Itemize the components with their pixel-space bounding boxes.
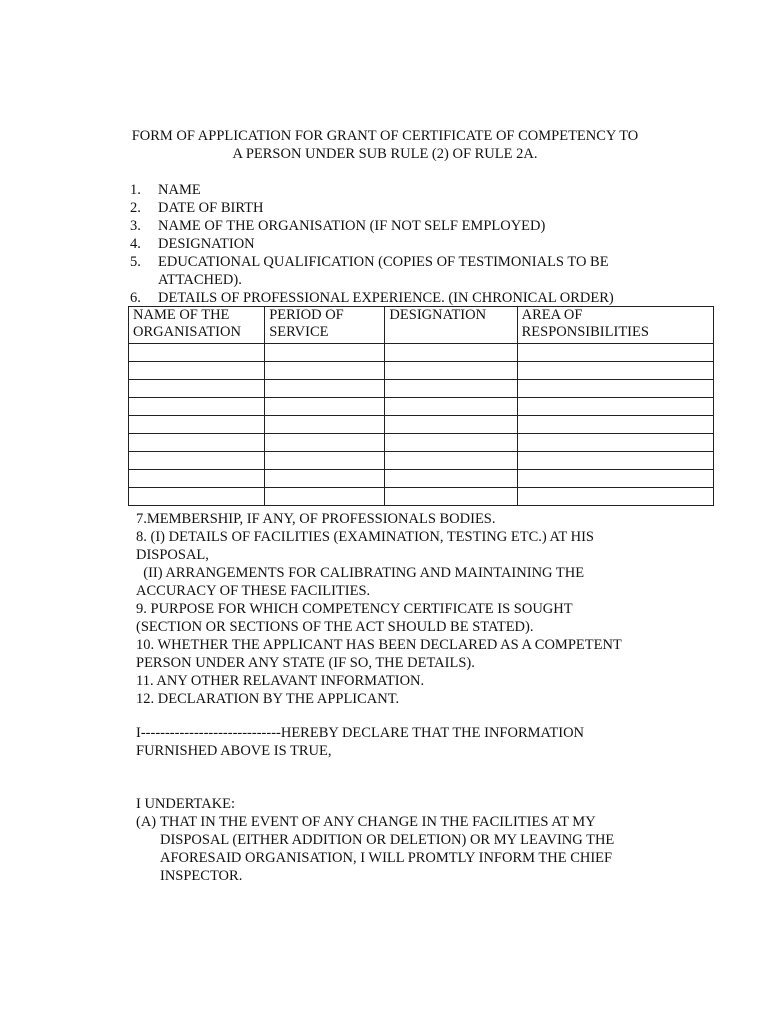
table-row	[129, 344, 714, 362]
table-row	[129, 416, 714, 434]
list-item	[130, 217, 690, 235]
table-cell[interactable]	[129, 434, 265, 452]
table-cell[interactable]	[385, 434, 517, 452]
undertaking-section	[136, 795, 736, 885]
table-row	[129, 470, 714, 488]
table-cell[interactable]	[129, 380, 265, 398]
table-cell[interactable]	[517, 470, 713, 488]
list-item	[130, 199, 690, 217]
form-line: 8. (I) DETAILS OF FACILITIES (EXAMINATION, TESTING ETC.) AT HIS	[136, 529, 594, 545]
declaration-line-2: FURNISHED ABOVE IS TRUE,	[136, 743, 332, 759]
table-cell[interactable]	[265, 470, 385, 488]
declaration-line-1: I-----------------------------HEREBY DECLARE THAT THE INFORMATION	[136, 725, 585, 741]
table-cell[interactable]	[129, 398, 265, 416]
form-title-line-2: A PERSON UNDER SUB RULE (2) OF RULE 2A.	[232, 146, 538, 162]
list-item	[130, 253, 690, 289]
form-line: 11. ANY OTHER RELAVANT INFORMATION.	[136, 673, 425, 689]
table-cell[interactable]	[385, 344, 517, 362]
item-text: DETAILS OF PROFESSIONAL EXPERIENCE. (IN CHRONICAL ORDER)	[158, 290, 614, 306]
table-cell[interactable]	[517, 362, 713, 380]
table-cell[interactable]	[129, 416, 265, 434]
form-line: 7.MEMBERSHIP, IF ANY, OF PROFESSIONALS BODIES.	[136, 511, 496, 527]
table-cell[interactable]	[517, 398, 713, 416]
item-number: 4.	[130, 236, 141, 252]
table-cell[interactable]	[265, 344, 385, 362]
form-items-7-to-12	[136, 510, 736, 708]
declaration	[136, 724, 736, 760]
table-cell[interactable]	[517, 344, 713, 362]
table-cell[interactable]	[385, 416, 517, 434]
list-item	[130, 289, 690, 307]
list-item	[130, 235, 690, 253]
item-text: NAME OF THE ORGANISATION (IF NOT SELF EMPLOYED)	[158, 218, 546, 234]
form-line: DISPOSAL,	[136, 547, 209, 563]
undertaking-heading: I UNDERTAKE:	[136, 796, 236, 812]
table-cell[interactable]	[265, 488, 385, 506]
table-cell[interactable]	[385, 470, 517, 488]
table-cell[interactable]	[385, 398, 517, 416]
table-cell[interactable]	[385, 380, 517, 398]
table-cell[interactable]	[129, 470, 265, 488]
form-title	[100, 127, 670, 163]
item-number: 3.	[130, 218, 141, 234]
column-header-period: PERIOD OF SERVICE	[265, 307, 385, 344]
table-cell[interactable]	[517, 416, 713, 434]
table-cell[interactable]	[385, 452, 517, 470]
item-text: NAME	[158, 182, 201, 198]
table-cell[interactable]	[265, 380, 385, 398]
table-cell[interactable]	[517, 434, 713, 452]
table-row	[129, 452, 714, 470]
table-cell[interactable]	[265, 398, 385, 416]
form-line: (SECTION OR SECTIONS OF THE ACT SHOULD BE STATED).	[136, 619, 534, 635]
table-row	[129, 362, 714, 380]
table-cell[interactable]	[385, 362, 517, 380]
undertaking-item-label: (A)	[136, 814, 157, 830]
undertaking-item-text: THAT IN THE EVENT OF ANY CHANGE IN THE FACILITIES AT MY DISPOSAL (EITHER ADDITION OR DELETION) OR MY LEAVING THE AFORESAID ORGANISATION, I WILL PROMTLY INFORM THE CHIEF INSPECTOR.	[160, 814, 615, 884]
list-item	[130, 181, 690, 199]
item-number: 6.	[130, 290, 141, 306]
form-title-line-1: FORM OF APPLICATION FOR GRANT OF CERTIFICATE OF COMPETENCY TO	[131, 128, 639, 144]
table-cell[interactable]	[129, 452, 265, 470]
table-cell[interactable]	[385, 488, 517, 506]
experience-table	[128, 306, 714, 506]
item-number: 1.	[130, 182, 141, 198]
table-cell[interactable]	[517, 488, 713, 506]
column-header-designation: DESIGNATION	[385, 307, 517, 344]
item-text: DESIGNATION	[158, 236, 255, 252]
undertaking-item	[136, 813, 736, 885]
table-row	[129, 380, 714, 398]
table-cell[interactable]	[265, 434, 385, 452]
numbered-fields-list	[130, 181, 690, 307]
table-cell[interactable]	[129, 362, 265, 380]
form-line: PERSON UNDER ANY STATE (IF SO, THE DETAILS).	[136, 655, 475, 671]
table-cell[interactable]	[129, 488, 265, 506]
form-line: 12. DECLARATION BY THE APPLICANT.	[136, 691, 400, 707]
table-cell[interactable]	[517, 380, 713, 398]
table-header-row	[129, 307, 714, 344]
column-header-organisation: NAME OF THE ORGANISATION	[129, 307, 265, 344]
table-cell[interactable]	[517, 452, 713, 470]
item-number: 2.	[130, 200, 141, 216]
form-line: (II) ARRANGEMENTS FOR CALIBRATING AND MAINTAINING THE	[136, 565, 585, 581]
table-row	[129, 434, 714, 452]
table-cell[interactable]	[129, 344, 265, 362]
form-line: 10. WHETHER THE APPLICANT HAS BEEN DECLARED AS A COMPETENT	[136, 637, 622, 653]
form-line: ACCURACY OF THESE FACILITIES.	[136, 583, 371, 599]
item-text: DATE OF BIRTH	[158, 200, 264, 216]
table-cell[interactable]	[265, 416, 385, 434]
item-text: EDUCATIONAL QUALIFICATION (COPIES OF TESTIMONIALS TO BE ATTACHED).	[158, 254, 612, 288]
item-number: 5.	[130, 254, 141, 270]
table-row	[129, 488, 714, 506]
table-cell[interactable]	[265, 362, 385, 380]
form-line: 9. PURPOSE FOR WHICH COMPETENCY CERTIFICATE IS SOUGHT	[136, 601, 573, 617]
table-cell[interactable]	[265, 452, 385, 470]
table-row	[129, 398, 714, 416]
column-header-responsibilities: AREA OF RESPONSIBILITIES	[517, 307, 713, 344]
